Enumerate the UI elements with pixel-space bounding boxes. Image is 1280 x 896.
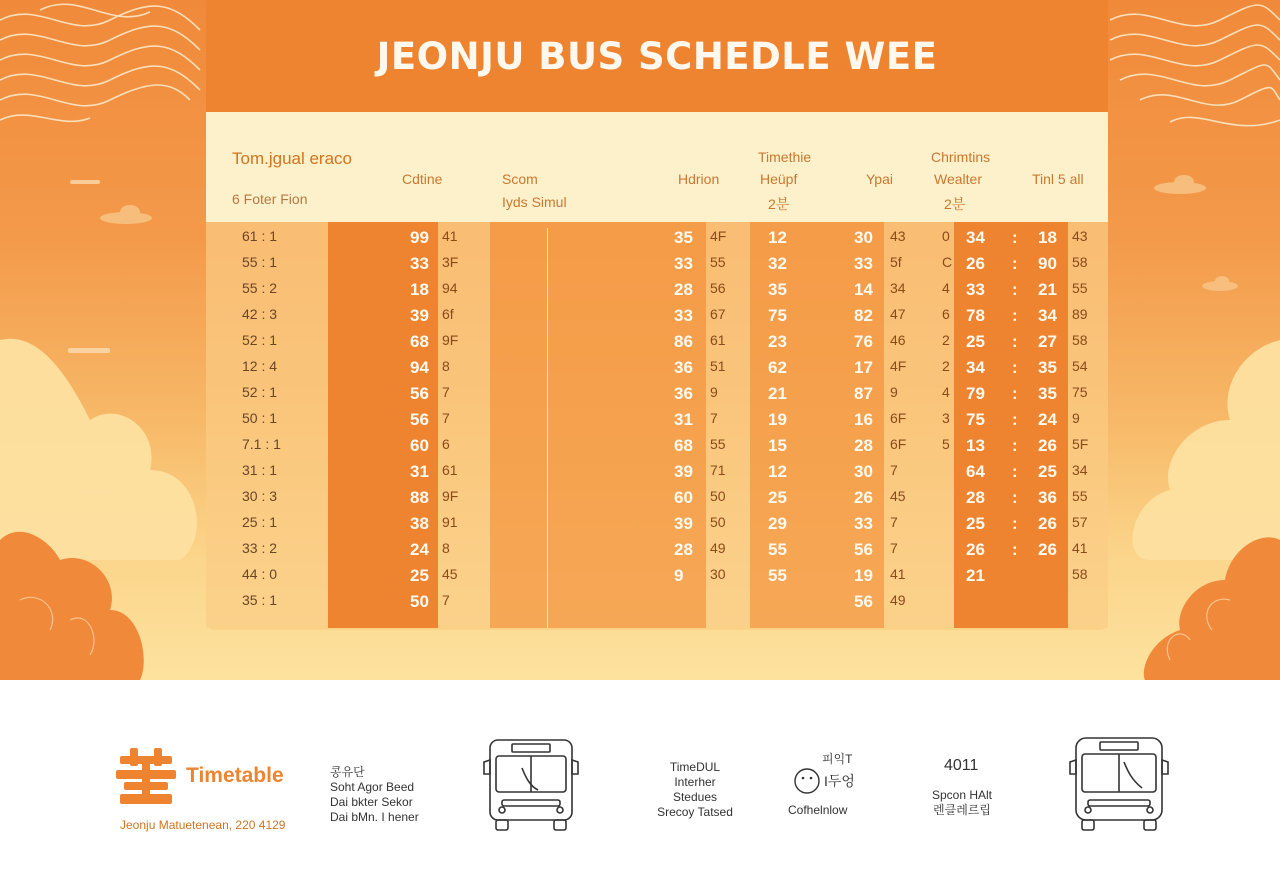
cell-g: 46 <box>890 332 906 348</box>
cell-h: 6 <box>942 306 950 322</box>
cell-k: 41 <box>1072 540 1088 556</box>
cell-g: 41 <box>890 566 906 582</box>
header-col-7: Tinl 5 all <box>1032 171 1084 187</box>
cell-k: 75 <box>1072 384 1088 400</box>
cell-b: 9F <box>442 332 459 348</box>
footer-block-1-line-2: Soht Agor Beed <box>330 780 415 794</box>
cell-g: 7 <box>890 514 898 530</box>
cell-g: 49 <box>890 592 906 608</box>
cell-i: 25 <box>966 332 985 351</box>
cell-t: 35 : 1 <box>242 592 278 608</box>
cell-f: 87 <box>854 384 873 403</box>
cell-c: 36 <box>674 358 693 377</box>
footer-block-4 <box>924 788 1000 818</box>
cell-h: C <box>942 254 953 270</box>
cell-g: 4F <box>890 358 907 374</box>
cell-i: 26 <box>966 540 985 559</box>
cell-i: 21 <box>966 566 985 585</box>
cell-f: 82 <box>854 306 873 325</box>
cell-k: 9 <box>1072 410 1080 426</box>
cell-h: 5 <box>942 436 950 452</box>
cell-a: 56 <box>410 410 429 429</box>
cell-a: 38 <box>410 514 429 533</box>
cell-k: 54 <box>1072 358 1088 374</box>
header-col-1: Cdtine <box>402 171 443 187</box>
cell-i: 26 <box>966 254 985 273</box>
cell-c: 33 <box>674 306 693 325</box>
cell-d: 56 <box>710 280 726 296</box>
cell-a: 60 <box>410 436 429 455</box>
cell-t: 52 : 1 <box>242 332 278 348</box>
cell-k: 57 <box>1072 514 1088 530</box>
cell-g: 45 <box>890 488 906 504</box>
cell-i: 64 <box>966 462 985 481</box>
cell-h: 3 <box>942 410 950 426</box>
footer-block-4-line-2: 렌클레르립 <box>933 803 991 817</box>
footer-block-2-line-1: TimeDUL <box>669 760 721 774</box>
cell-a: 99 <box>410 228 429 247</box>
cell-e: 25 <box>768 488 787 507</box>
cell-a: 31 <box>410 462 429 481</box>
cell-g: 6F <box>890 410 907 426</box>
cell-h: 4 <box>942 280 950 296</box>
header-col-4: Heüpf <box>760 171 798 187</box>
cell-e: 29 <box>768 514 787 533</box>
cell-f: 28 <box>854 436 873 455</box>
cell-f: 30 <box>854 462 873 481</box>
cell-c: 86 <box>674 332 693 351</box>
footer-block-2 <box>640 760 750 820</box>
time-separator: : <box>1012 488 1018 507</box>
time-separator: : <box>1012 436 1018 455</box>
cell-j: 24 <box>1038 410 1057 429</box>
cell-c: 9 <box>674 566 684 585</box>
cell-f: 16 <box>854 410 873 429</box>
schedule-title: JEONJU BUS SCHEDLE WEE <box>376 34 938 78</box>
cell-j: 21 <box>1038 280 1057 299</box>
cell-e: 23 <box>768 332 787 351</box>
header-col-6: Wealter <box>934 171 982 187</box>
cell-a: 39 <box>410 306 429 325</box>
header-col-4-sub: 2분 <box>768 196 790 212</box>
table-header <box>206 112 1108 222</box>
bus-front-icon <box>482 738 580 832</box>
cell-c: 33 <box>674 254 693 273</box>
time-separator: : <box>1012 514 1018 533</box>
cell-b: 6f <box>442 306 454 322</box>
cell-a: 18 <box>410 280 429 299</box>
cell-t: 50 : 1 <box>242 410 278 426</box>
cell-k: 55 <box>1072 488 1088 504</box>
bus-front-icon-2 <box>1068 736 1170 834</box>
cell-c: 39 <box>674 514 693 533</box>
footer-block-3-top: 피익T <box>822 752 853 766</box>
logo-label: Timetable <box>186 764 284 787</box>
cell-e: 32 <box>768 254 787 273</box>
cell-a: 24 <box>410 540 429 559</box>
cell-j: 26 <box>1038 514 1057 533</box>
cell-f: 33 <box>854 514 873 533</box>
cell-f: 76 <box>854 332 873 351</box>
cell-b: 8 <box>442 358 450 374</box>
cell-d: 49 <box>710 540 726 556</box>
cell-h: 0 <box>942 228 950 244</box>
cell-g: 47 <box>890 306 906 322</box>
cell-t: 12 : 4 <box>242 358 278 374</box>
cell-t: 61 : 1 <box>242 228 278 244</box>
footer-block-2-line-3: Stedues <box>672 790 718 804</box>
cell-e: 35 <box>768 280 787 299</box>
cell-b: 9F <box>442 488 459 504</box>
cell-f: 14 <box>854 280 873 299</box>
header-col-6-top: Chrimtins <box>931 149 991 165</box>
header-col-6-sub: 2분 <box>944 196 966 212</box>
cell-e: 55 <box>768 540 787 559</box>
cell-e: 75 <box>768 306 787 325</box>
cell-c: 35 <box>674 228 693 247</box>
cell-k: 89 <box>1072 306 1088 322</box>
cell-e: 12 <box>768 462 787 481</box>
cell-g: 9 <box>890 384 898 400</box>
cell-t: 42 : 3 <box>242 306 278 322</box>
cell-d: 67 <box>710 306 726 322</box>
cell-b: 41 <box>442 228 458 244</box>
cell-a: 88 <box>410 488 429 507</box>
cell-j: 34 <box>1038 306 1057 325</box>
cell-a: 50 <box>410 592 429 611</box>
time-separator: : <box>1012 462 1018 481</box>
cell-i: 33 <box>966 280 985 299</box>
footer-block-3-bottom: Cofhelnlow <box>788 803 848 817</box>
cell-j: 35 <box>1038 358 1057 377</box>
cell-c: 60 <box>674 488 693 507</box>
cell-d: 61 <box>710 332 726 348</box>
cell-b: 3F <box>442 254 459 270</box>
cell-j: 36 <box>1038 488 1057 507</box>
header-left-title: Tom.jgual eraco <box>232 149 353 168</box>
cell-c: 28 <box>674 280 693 299</box>
cell-k: 55 <box>1072 280 1088 296</box>
cell-t: 52 : 1 <box>242 384 278 400</box>
column-divider <box>547 228 548 628</box>
cell-g: 5f <box>890 254 902 270</box>
cell-f: 30 <box>854 228 873 247</box>
cell-d: 55 <box>710 254 726 270</box>
cell-b: 8 <box>442 540 450 556</box>
cell-i: 25 <box>966 514 985 533</box>
cell-j: 27 <box>1038 332 1057 351</box>
cell-b: 6 <box>442 436 450 452</box>
header-col-2: Scom <box>502 171 538 187</box>
cell-i: 34 <box>966 358 985 377</box>
footer-block-2-line-2: Interher <box>674 775 716 789</box>
time-separator: : <box>1012 228 1018 247</box>
header-col-4-top: Timethie <box>758 149 812 165</box>
cell-f: 56 <box>854 592 873 611</box>
cell-b: 61 <box>442 462 458 478</box>
cell-f: 26 <box>854 488 873 507</box>
footer-block-2-line-4: Srecoy Tatsed <box>657 805 733 819</box>
cell-b: 45 <box>442 566 458 582</box>
cell-g: 34 <box>890 280 906 296</box>
time-separator: : <box>1012 280 1018 299</box>
cell-j: 18 <box>1038 228 1057 247</box>
cell-t: 25 : 1 <box>242 514 278 530</box>
cell-t: 33 : 2 <box>242 540 278 556</box>
cell-t: 7.1 : 1 <box>242 436 281 452</box>
cell-t: 44 : 0 <box>242 566 278 582</box>
footer-block-1-line-1: 콩유단 <box>330 765 365 779</box>
cell-d: 30 <box>710 566 726 582</box>
footer-block-1-line-3: Dai bkter Sekor <box>330 795 413 809</box>
cell-c: 28 <box>674 540 693 559</box>
cell-k: 58 <box>1072 566 1088 582</box>
cell-i: 13 <box>966 436 985 455</box>
cell-i: 79 <box>966 384 985 403</box>
cell-k: 58 <box>1072 332 1088 348</box>
cell-g: 7 <box>890 540 898 556</box>
cell-a: 94 <box>410 358 429 377</box>
cell-a: 33 <box>410 254 429 273</box>
cell-h: 2 <box>942 332 950 348</box>
cell-t: 31 : 1 <box>242 462 278 478</box>
cell-k: 58 <box>1072 254 1088 270</box>
smiley-icon <box>792 766 822 796</box>
cell-d: 7 <box>710 410 718 426</box>
title-banner <box>206 0 1108 112</box>
cell-a: 25 <box>410 566 429 585</box>
cell-b: 91 <box>442 514 458 530</box>
logo-subtitle: Jeonju Matuetenean, 220 4129 <box>120 818 286 832</box>
cell-c: 39 <box>674 462 693 481</box>
cell-k: 5F <box>1072 436 1089 452</box>
cell-d: 55 <box>710 436 726 452</box>
cell-e: 62 <box>768 358 787 377</box>
cell-b: 7 <box>442 384 450 400</box>
cell-d: 4F <box>710 228 727 244</box>
cell-c: 68 <box>674 436 693 455</box>
cell-e: 19 <box>768 410 787 429</box>
header-col-3: Hdrion <box>678 171 720 187</box>
cell-g: 7 <box>890 462 898 478</box>
cell-i: 78 <box>966 306 985 325</box>
cell-a: 68 <box>410 332 429 351</box>
cell-e: 12 <box>768 228 787 247</box>
cell-f: 19 <box>854 566 873 585</box>
time-separator: : <box>1012 254 1018 273</box>
cell-k: 34 <box>1072 462 1088 478</box>
cell-e: 55 <box>768 566 787 585</box>
footer-block-1 <box>330 765 419 825</box>
cell-h: 4 <box>942 384 950 400</box>
cell-i: 28 <box>966 488 985 507</box>
time-separator: : <box>1012 358 1018 377</box>
cell-t: 55 : 1 <box>242 254 278 270</box>
cell-f: 56 <box>854 540 873 559</box>
cell-b: 94 <box>442 280 458 296</box>
time-separator: : <box>1012 540 1018 559</box>
cell-f: 33 <box>854 254 873 273</box>
cell-d: 51 <box>710 358 726 374</box>
cell-a: 56 <box>410 384 429 403</box>
footer-block-4-line-1: Spcon HAlt <box>931 788 993 802</box>
cell-h: 2 <box>942 358 950 374</box>
cell-d: 9 <box>710 384 718 400</box>
cell-d: 50 <box>710 514 726 530</box>
cell-i: 34 <box>966 228 985 247</box>
cell-t: 30 : 3 <box>242 488 278 504</box>
cell-j: 26 <box>1038 436 1057 455</box>
cell-e: 15 <box>768 436 787 455</box>
cell-b: 7 <box>442 592 450 608</box>
header-left-sub: 6 Foter Fion <box>232 191 308 207</box>
time-separator: : <box>1012 384 1018 403</box>
cell-g: 43 <box>890 228 906 244</box>
cell-d: 50 <box>710 488 726 504</box>
time-separator: : <box>1012 332 1018 351</box>
cell-t: 55 : 2 <box>242 280 278 296</box>
cell-j: 26 <box>1038 540 1057 559</box>
cell-g: 6F <box>890 436 907 452</box>
cell-c: 31 <box>674 410 693 429</box>
cell-j: 35 <box>1038 384 1057 403</box>
cell-e: 21 <box>768 384 787 403</box>
footer-block-4-top: 4011 <box>944 757 979 774</box>
cell-j: 25 <box>1038 462 1057 481</box>
cell-c: 36 <box>674 384 693 403</box>
header-col-2-sub: Iyds Simul <box>502 194 567 210</box>
cell-b: 7 <box>442 410 450 426</box>
cell-d: 71 <box>710 462 726 478</box>
header-col-5: Ypai <box>866 171 893 187</box>
cell-j: 90 <box>1038 254 1057 273</box>
time-separator: : <box>1012 410 1018 429</box>
cell-f: 17 <box>854 358 873 377</box>
footer-block-3-mid: I두엉 <box>824 773 855 789</box>
cell-i: 75 <box>966 410 985 429</box>
cell-k: 43 <box>1072 228 1088 244</box>
time-separator: : <box>1012 306 1018 325</box>
timetable-logo-icon <box>116 748 176 810</box>
footer-block-1-line-4: Dai bMn. I hener <box>330 810 419 824</box>
